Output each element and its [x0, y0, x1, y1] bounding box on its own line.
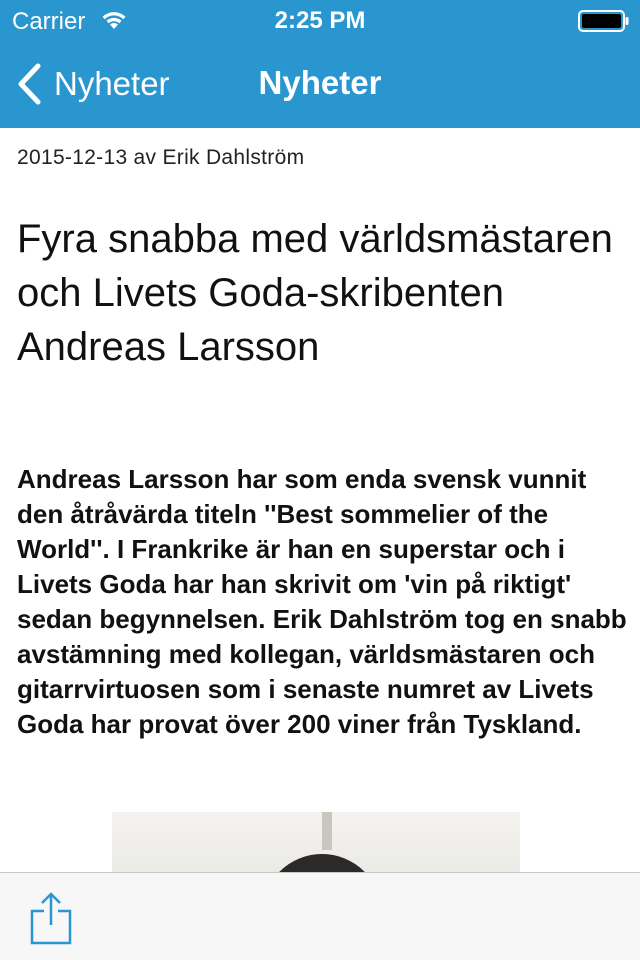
nav-title: Nyheter	[258, 64, 382, 101]
status-bar	[0, 0, 640, 40]
article-image	[112, 812, 520, 872]
article-lead: Andreas Larsson har som enda svensk vunnit den åtråvärda titeln ''Best sommelier of the World''. I Frankrike är han en superstar och i Livets Goda har han skrivit om 'vin på riktigt' sedan begynnelsen. Erik Dahlström tog en snabb avstämning med kollegan, världsmästaren och gitarrvirtuosen som i senaste numret av Livets Goda har provat över 200 viner från Tyskland.	[17, 464, 627, 739]
article-title: Fyra snabba med världsmästaren och Livets Goda-skribenten Andreas Larsson	[17, 217, 613, 369]
article-image-detail	[322, 812, 332, 850]
header	[0, 0, 640, 128]
share-button[interactable]	[28, 891, 74, 945]
navigation-bar	[0, 40, 640, 128]
battery-full-icon	[578, 10, 630, 32]
back-button-label: Nyheter	[54, 65, 170, 102]
carrier-label: Carrier	[12, 8, 86, 35]
article-byline: 2015-12-13 av Erik Dahlström	[17, 146, 305, 169]
status-time: 2:25 PM	[274, 7, 366, 34]
bottom-toolbar	[0, 872, 640, 960]
article-image-subject	[262, 854, 382, 872]
share-icon	[28, 891, 74, 945]
